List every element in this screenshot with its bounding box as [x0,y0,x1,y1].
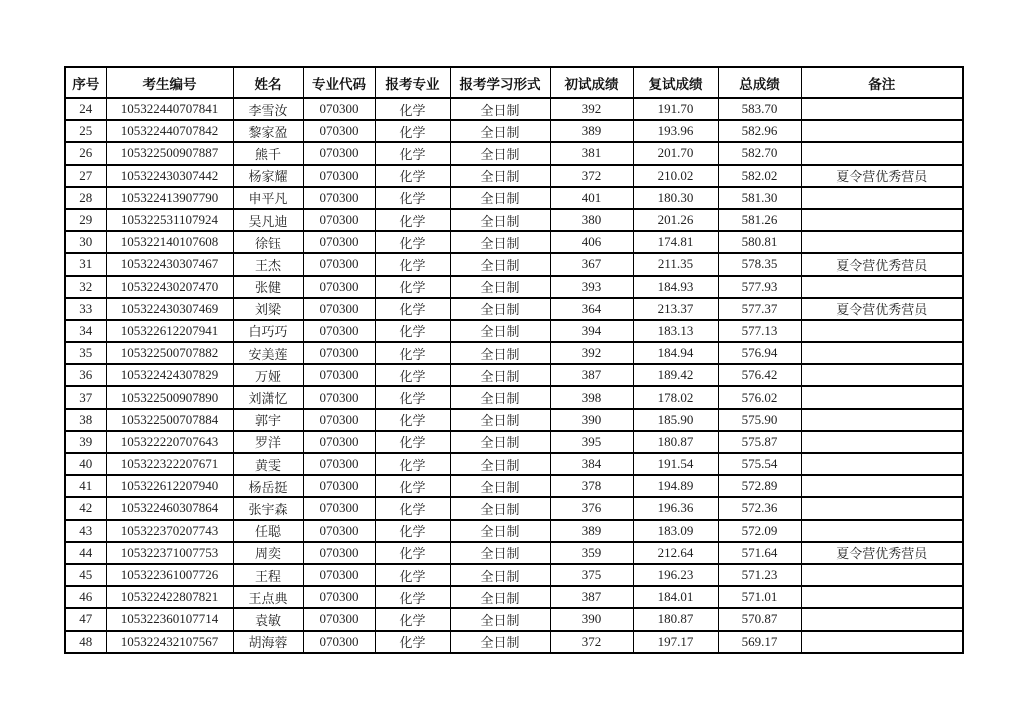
cell-initial-score: 406 [550,231,633,253]
col-header-initial-score: 初试成绩 [550,67,633,98]
col-header-retest-score: 复试成绩 [633,67,718,98]
cell-name: 郭宇 [233,409,303,431]
cell-candidate-id: 105322531107924 [106,209,233,231]
cell-remarks [801,431,963,453]
cell-seq: 28 [65,187,106,209]
cell-retest-score: 184.94 [633,342,718,364]
cell-total-score: 582.70 [718,142,801,164]
cell-total-score: 571.23 [718,564,801,586]
cell-remarks [801,564,963,586]
cell-major: 化学 [375,165,450,187]
cell-total-score: 572.09 [718,520,801,542]
cell-major: 化学 [375,431,450,453]
cell-name: 王杰 [233,253,303,275]
cell-initial-score: 398 [550,386,633,408]
cell-candidate-id: 105322422807821 [106,586,233,608]
cell-study-form: 全日制 [450,142,550,164]
cell-major: 化学 [375,608,450,630]
cell-retest-score: 191.54 [633,453,718,475]
cell-retest-score: 184.93 [633,276,718,298]
cell-candidate-id: 105322430307469 [106,298,233,320]
cell-remarks [801,187,963,209]
cell-initial-score: 389 [550,520,633,542]
cell-candidate-id: 105322371007753 [106,542,233,564]
cell-total-score: 570.87 [718,608,801,630]
cell-remarks [801,386,963,408]
cell-retest-score: 184.01 [633,586,718,608]
col-header-candidate-id: 考生编号 [106,67,233,98]
score-table [64,66,964,654]
cell-retest-score: 212.64 [633,542,718,564]
cell-study-form: 全日制 [450,187,550,209]
cell-study-form: 全日制 [450,98,550,120]
cell-total-score: 582.02 [718,165,801,187]
cell-major-code: 070300 [303,298,375,320]
cell-major: 化学 [375,386,450,408]
cell-retest-score: 174.81 [633,231,718,253]
cell-total-score: 575.90 [718,409,801,431]
cell-name: 胡海蓉 [233,631,303,653]
cell-major-code: 070300 [303,276,375,298]
cell-seq: 33 [65,298,106,320]
cell-retest-score: 197.17 [633,631,718,653]
cell-seq: 43 [65,520,106,542]
cell-major-code: 070300 [303,209,375,231]
cell-name: 白巧巧 [233,320,303,342]
cell-candidate-id: 105322500907887 [106,142,233,164]
cell-remarks: 夏令营优秀营员 [801,165,963,187]
cell-remarks [801,631,963,653]
cell-retest-score: 191.70 [633,98,718,120]
table-row [65,187,963,209]
cell-major-code: 070300 [303,542,375,564]
cell-seq: 32 [65,276,106,298]
cell-initial-score: 390 [550,608,633,630]
cell-remarks [801,520,963,542]
cell-total-score: 572.89 [718,475,801,497]
cell-initial-score: 372 [550,165,633,187]
col-header-total-score: 总成绩 [718,67,801,98]
cell-major: 化学 [375,497,450,519]
cell-name: 黎家盈 [233,120,303,142]
cell-seq: 44 [65,542,106,564]
cell-study-form: 全日制 [450,586,550,608]
cell-candidate-id: 105322430207470 [106,276,233,298]
cell-name: 安美莲 [233,342,303,364]
cell-major: 化学 [375,586,450,608]
cell-candidate-id: 105322370207743 [106,520,233,542]
table-row [65,231,963,253]
cell-study-form: 全日制 [450,497,550,519]
cell-name: 黄雯 [233,453,303,475]
cell-major-code: 070300 [303,409,375,431]
cell-name: 杨家耀 [233,165,303,187]
cell-candidate-id: 105322500707884 [106,409,233,431]
cell-remarks [801,608,963,630]
table-row [65,564,963,586]
cell-candidate-id: 105322322207671 [106,453,233,475]
cell-initial-score: 367 [550,253,633,275]
cell-major-code: 070300 [303,187,375,209]
cell-major: 化学 [375,253,450,275]
cell-total-score: 576.42 [718,364,801,386]
cell-major-code: 070300 [303,231,375,253]
cell-total-score: 577.13 [718,320,801,342]
col-header-name: 姓名 [233,67,303,98]
cell-candidate-id: 105322430307442 [106,165,233,187]
cell-candidate-id: 105322612207940 [106,475,233,497]
cell-total-score: 583.70 [718,98,801,120]
table-row [65,386,963,408]
cell-seq: 26 [65,142,106,164]
cell-retest-score: 180.87 [633,431,718,453]
cell-candidate-id: 105322440707841 [106,98,233,120]
cell-seq: 47 [65,608,106,630]
cell-retest-score: 180.87 [633,608,718,630]
cell-initial-score: 376 [550,497,633,519]
cell-major-code: 070300 [303,608,375,630]
cell-total-score: 571.01 [718,586,801,608]
cell-initial-score: 387 [550,364,633,386]
cell-study-form: 全日制 [450,431,550,453]
table-row [65,253,963,275]
cell-candidate-id: 105322413907790 [106,187,233,209]
cell-major: 化学 [375,342,450,364]
cell-candidate-id: 105322430307467 [106,253,233,275]
cell-retest-score: 180.30 [633,187,718,209]
cell-study-form: 全日制 [450,276,550,298]
col-header-major-code: 专业代码 [303,67,375,98]
table-row [65,320,963,342]
table-row [65,364,963,386]
cell-name: 刘潇忆 [233,386,303,408]
cell-initial-score: 394 [550,320,633,342]
cell-initial-score: 392 [550,342,633,364]
cell-major: 化学 [375,631,450,653]
table-row [65,342,963,364]
cell-seq: 48 [65,631,106,653]
cell-retest-score: 194.89 [633,475,718,497]
cell-name: 张健 [233,276,303,298]
cell-study-form: 全日制 [450,320,550,342]
cell-seq: 42 [65,497,106,519]
cell-major: 化学 [375,453,450,475]
table-row [65,520,963,542]
cell-name: 张宇森 [233,497,303,519]
cell-name: 王点典 [233,586,303,608]
cell-name: 周奕 [233,542,303,564]
cell-name: 罗洋 [233,431,303,453]
cell-seq: 29 [65,209,106,231]
cell-total-score: 580.81 [718,231,801,253]
cell-total-score: 577.37 [718,298,801,320]
cell-candidate-id: 105322460307864 [106,497,233,519]
cell-study-form: 全日制 [450,631,550,653]
cell-remarks [801,342,963,364]
cell-study-form: 全日制 [450,298,550,320]
cell-total-score: 581.30 [718,187,801,209]
cell-seq: 34 [65,320,106,342]
cell-major: 化学 [375,231,450,253]
cell-initial-score: 384 [550,453,633,475]
header-row [65,67,963,98]
cell-remarks [801,453,963,475]
cell-seq: 24 [65,98,106,120]
cell-seq: 35 [65,342,106,364]
table-row [65,497,963,519]
cell-seq: 41 [65,475,106,497]
cell-candidate-id: 105322500707882 [106,342,233,364]
cell-seq: 30 [65,231,106,253]
cell-initial-score: 378 [550,475,633,497]
cell-candidate-id: 105322612207941 [106,320,233,342]
table-row [65,608,963,630]
cell-total-score: 578.35 [718,253,801,275]
cell-major: 化学 [375,187,450,209]
cell-major: 化学 [375,209,450,231]
cell-study-form: 全日制 [450,386,550,408]
table-row [65,209,963,231]
cell-initial-score: 380 [550,209,633,231]
cell-remarks: 夏令营优秀营员 [801,298,963,320]
col-header-seq: 序号 [65,67,106,98]
cell-major: 化学 [375,520,450,542]
cell-total-score: 575.87 [718,431,801,453]
cell-candidate-id: 105322500907890 [106,386,233,408]
cell-name: 徐钰 [233,231,303,253]
cell-major: 化学 [375,364,450,386]
cell-initial-score: 387 [550,586,633,608]
cell-major-code: 070300 [303,342,375,364]
cell-candidate-id: 105322360107714 [106,608,233,630]
cell-seq: 27 [65,165,106,187]
cell-seq: 38 [65,409,106,431]
cell-name: 袁敏 [233,608,303,630]
cell-remarks: 夏令营优秀营员 [801,542,963,564]
cell-study-form: 全日制 [450,253,550,275]
cell-retest-score: 213.37 [633,298,718,320]
table-header [65,67,963,98]
cell-retest-score: 185.90 [633,409,718,431]
cell-retest-score: 211.35 [633,253,718,275]
table-row [65,142,963,164]
cell-candidate-id: 105322424307829 [106,364,233,386]
cell-candidate-id: 105322220707643 [106,431,233,453]
table-row [65,586,963,608]
cell-initial-score: 392 [550,98,633,120]
cell-retest-score: 201.70 [633,142,718,164]
cell-remarks [801,320,963,342]
table-row [65,431,963,453]
cell-major: 化学 [375,298,450,320]
cell-seq: 25 [65,120,106,142]
cell-major: 化学 [375,120,450,142]
cell-remarks [801,364,963,386]
cell-remarks [801,142,963,164]
cell-total-score: 572.36 [718,497,801,519]
cell-initial-score: 389 [550,120,633,142]
cell-study-form: 全日制 [450,209,550,231]
cell-study-form: 全日制 [450,564,550,586]
cell-seq: 45 [65,564,106,586]
cell-major-code: 070300 [303,320,375,342]
cell-total-score: 569.17 [718,631,801,653]
cell-major-code: 070300 [303,98,375,120]
cell-major: 化学 [375,475,450,497]
cell-major-code: 070300 [303,431,375,453]
cell-remarks [801,231,963,253]
cell-major-code: 070300 [303,520,375,542]
cell-seq: 39 [65,431,106,453]
cell-retest-score: 193.96 [633,120,718,142]
cell-remarks [801,475,963,497]
cell-major-code: 070300 [303,165,375,187]
cell-major-code: 070300 [303,631,375,653]
cell-seq: 31 [65,253,106,275]
cell-seq: 40 [65,453,106,475]
cell-major-code: 070300 [303,453,375,475]
cell-major-code: 070300 [303,364,375,386]
cell-major-code: 070300 [303,386,375,408]
cell-initial-score: 393 [550,276,633,298]
cell-remarks: 夏令营优秀营员 [801,253,963,275]
cell-total-score: 571.64 [718,542,801,564]
cell-major: 化学 [375,542,450,564]
cell-major-code: 070300 [303,475,375,497]
col-header-remarks: 备注 [801,67,963,98]
cell-total-score: 581.26 [718,209,801,231]
col-header-major: 报考专业 [375,67,450,98]
cell-study-form: 全日制 [450,453,550,475]
cell-study-form: 全日制 [450,342,550,364]
cell-study-form: 全日制 [450,475,550,497]
table-row [65,409,963,431]
cell-major: 化学 [375,98,450,120]
table-row [65,298,963,320]
cell-initial-score: 401 [550,187,633,209]
cell-remarks [801,586,963,608]
cell-name: 王程 [233,564,303,586]
cell-study-form: 全日制 [450,542,550,564]
cell-initial-score: 359 [550,542,633,564]
cell-retest-score: 196.23 [633,564,718,586]
cell-retest-score: 183.13 [633,320,718,342]
cell-remarks [801,409,963,431]
cell-remarks [801,98,963,120]
cell-study-form: 全日制 [450,520,550,542]
cell-remarks [801,497,963,519]
table-row [65,98,963,120]
cell-major-code: 070300 [303,142,375,164]
cell-name: 吴凡迪 [233,209,303,231]
cell-major-code: 070300 [303,586,375,608]
cell-retest-score: 196.36 [633,497,718,519]
cell-study-form: 全日制 [450,364,550,386]
cell-study-form: 全日制 [450,165,550,187]
cell-study-form: 全日制 [450,231,550,253]
cell-remarks [801,209,963,231]
cell-remarks [801,276,963,298]
table-row [65,542,963,564]
cell-initial-score: 390 [550,409,633,431]
cell-retest-score: 189.42 [633,364,718,386]
cell-initial-score: 381 [550,142,633,164]
table-row [65,120,963,142]
cell-total-score: 576.94 [718,342,801,364]
cell-major-code: 070300 [303,120,375,142]
cell-initial-score: 364 [550,298,633,320]
col-header-study-form: 报考学习形式 [450,67,550,98]
cell-seq: 46 [65,586,106,608]
table-row [65,276,963,298]
cell-study-form: 全日制 [450,608,550,630]
cell-major: 化学 [375,564,450,586]
cell-name: 熊千 [233,142,303,164]
cell-candidate-id: 105322440707842 [106,120,233,142]
cell-name: 李雪汝 [233,98,303,120]
cell-name: 申平凡 [233,187,303,209]
cell-retest-score: 201.26 [633,209,718,231]
cell-study-form: 全日制 [450,120,550,142]
cell-major: 化学 [375,276,450,298]
cell-major-code: 070300 [303,497,375,519]
table-body [65,98,963,653]
cell-retest-score: 210.02 [633,165,718,187]
cell-major-code: 070300 [303,253,375,275]
cell-initial-score: 372 [550,631,633,653]
table-row [65,453,963,475]
cell-retest-score: 178.02 [633,386,718,408]
cell-major: 化学 [375,409,450,431]
cell-candidate-id: 105322361007726 [106,564,233,586]
cell-name: 刘梁 [233,298,303,320]
cell-major-code: 070300 [303,564,375,586]
cell-study-form: 全日制 [450,409,550,431]
cell-total-score: 582.96 [718,120,801,142]
cell-remarks [801,120,963,142]
table-row [65,475,963,497]
cell-total-score: 576.02 [718,386,801,408]
cell-seq: 36 [65,364,106,386]
table-row [65,165,963,187]
cell-major: 化学 [375,142,450,164]
cell-seq: 37 [65,386,106,408]
cell-retest-score: 183.09 [633,520,718,542]
cell-major: 化学 [375,320,450,342]
cell-candidate-id: 105322432107567 [106,631,233,653]
cell-total-score: 577.93 [718,276,801,298]
cell-name: 杨岳挺 [233,475,303,497]
cell-candidate-id: 105322140107608 [106,231,233,253]
cell-initial-score: 395 [550,431,633,453]
cell-name: 任聪 [233,520,303,542]
cell-total-score: 575.54 [718,453,801,475]
cell-name: 万娅 [233,364,303,386]
table-row [65,631,963,653]
cell-initial-score: 375 [550,564,633,586]
